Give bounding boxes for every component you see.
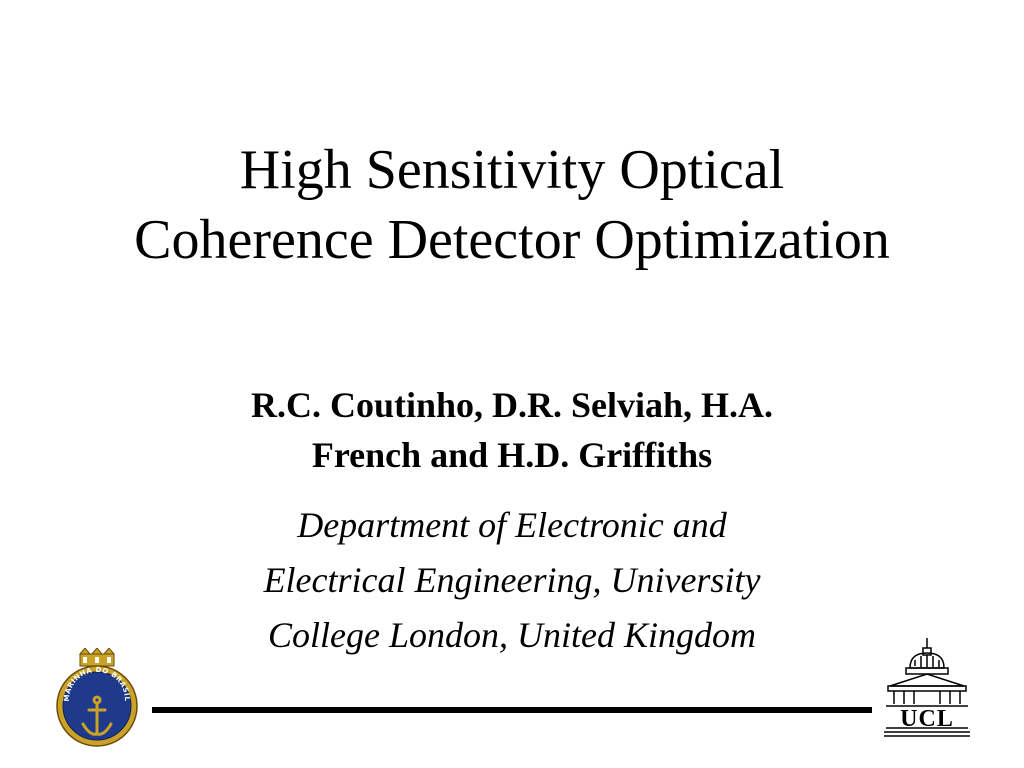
affiliation xyxy=(120,498,904,663)
author-line: French and H.D. Griffiths xyxy=(311,435,713,475)
author-list xyxy=(120,380,904,480)
crown-icon xyxy=(80,648,114,666)
affiliation-line: College London, United Kingdom xyxy=(268,615,756,655)
svg-text:MARINHA DO BRASIL: MARINHA DO BRASIL xyxy=(62,665,132,702)
author-line: R.C. Coutinho, D.R. Selviah, H.A. xyxy=(250,385,774,425)
navy-crest-logo xyxy=(50,648,144,748)
slide-title xyxy=(60,135,964,275)
svg-text:UCL: UCL xyxy=(900,706,954,732)
affiliation-line: Electrical Engineering, University xyxy=(263,560,761,600)
footer-divider xyxy=(152,707,872,713)
title-line: Coherence Detector Optimization xyxy=(134,209,890,271)
affiliation-line: Department of Electronic and xyxy=(297,505,727,545)
title-line: High Sensitivity Optical xyxy=(239,139,785,201)
ucl-logo xyxy=(880,636,974,740)
